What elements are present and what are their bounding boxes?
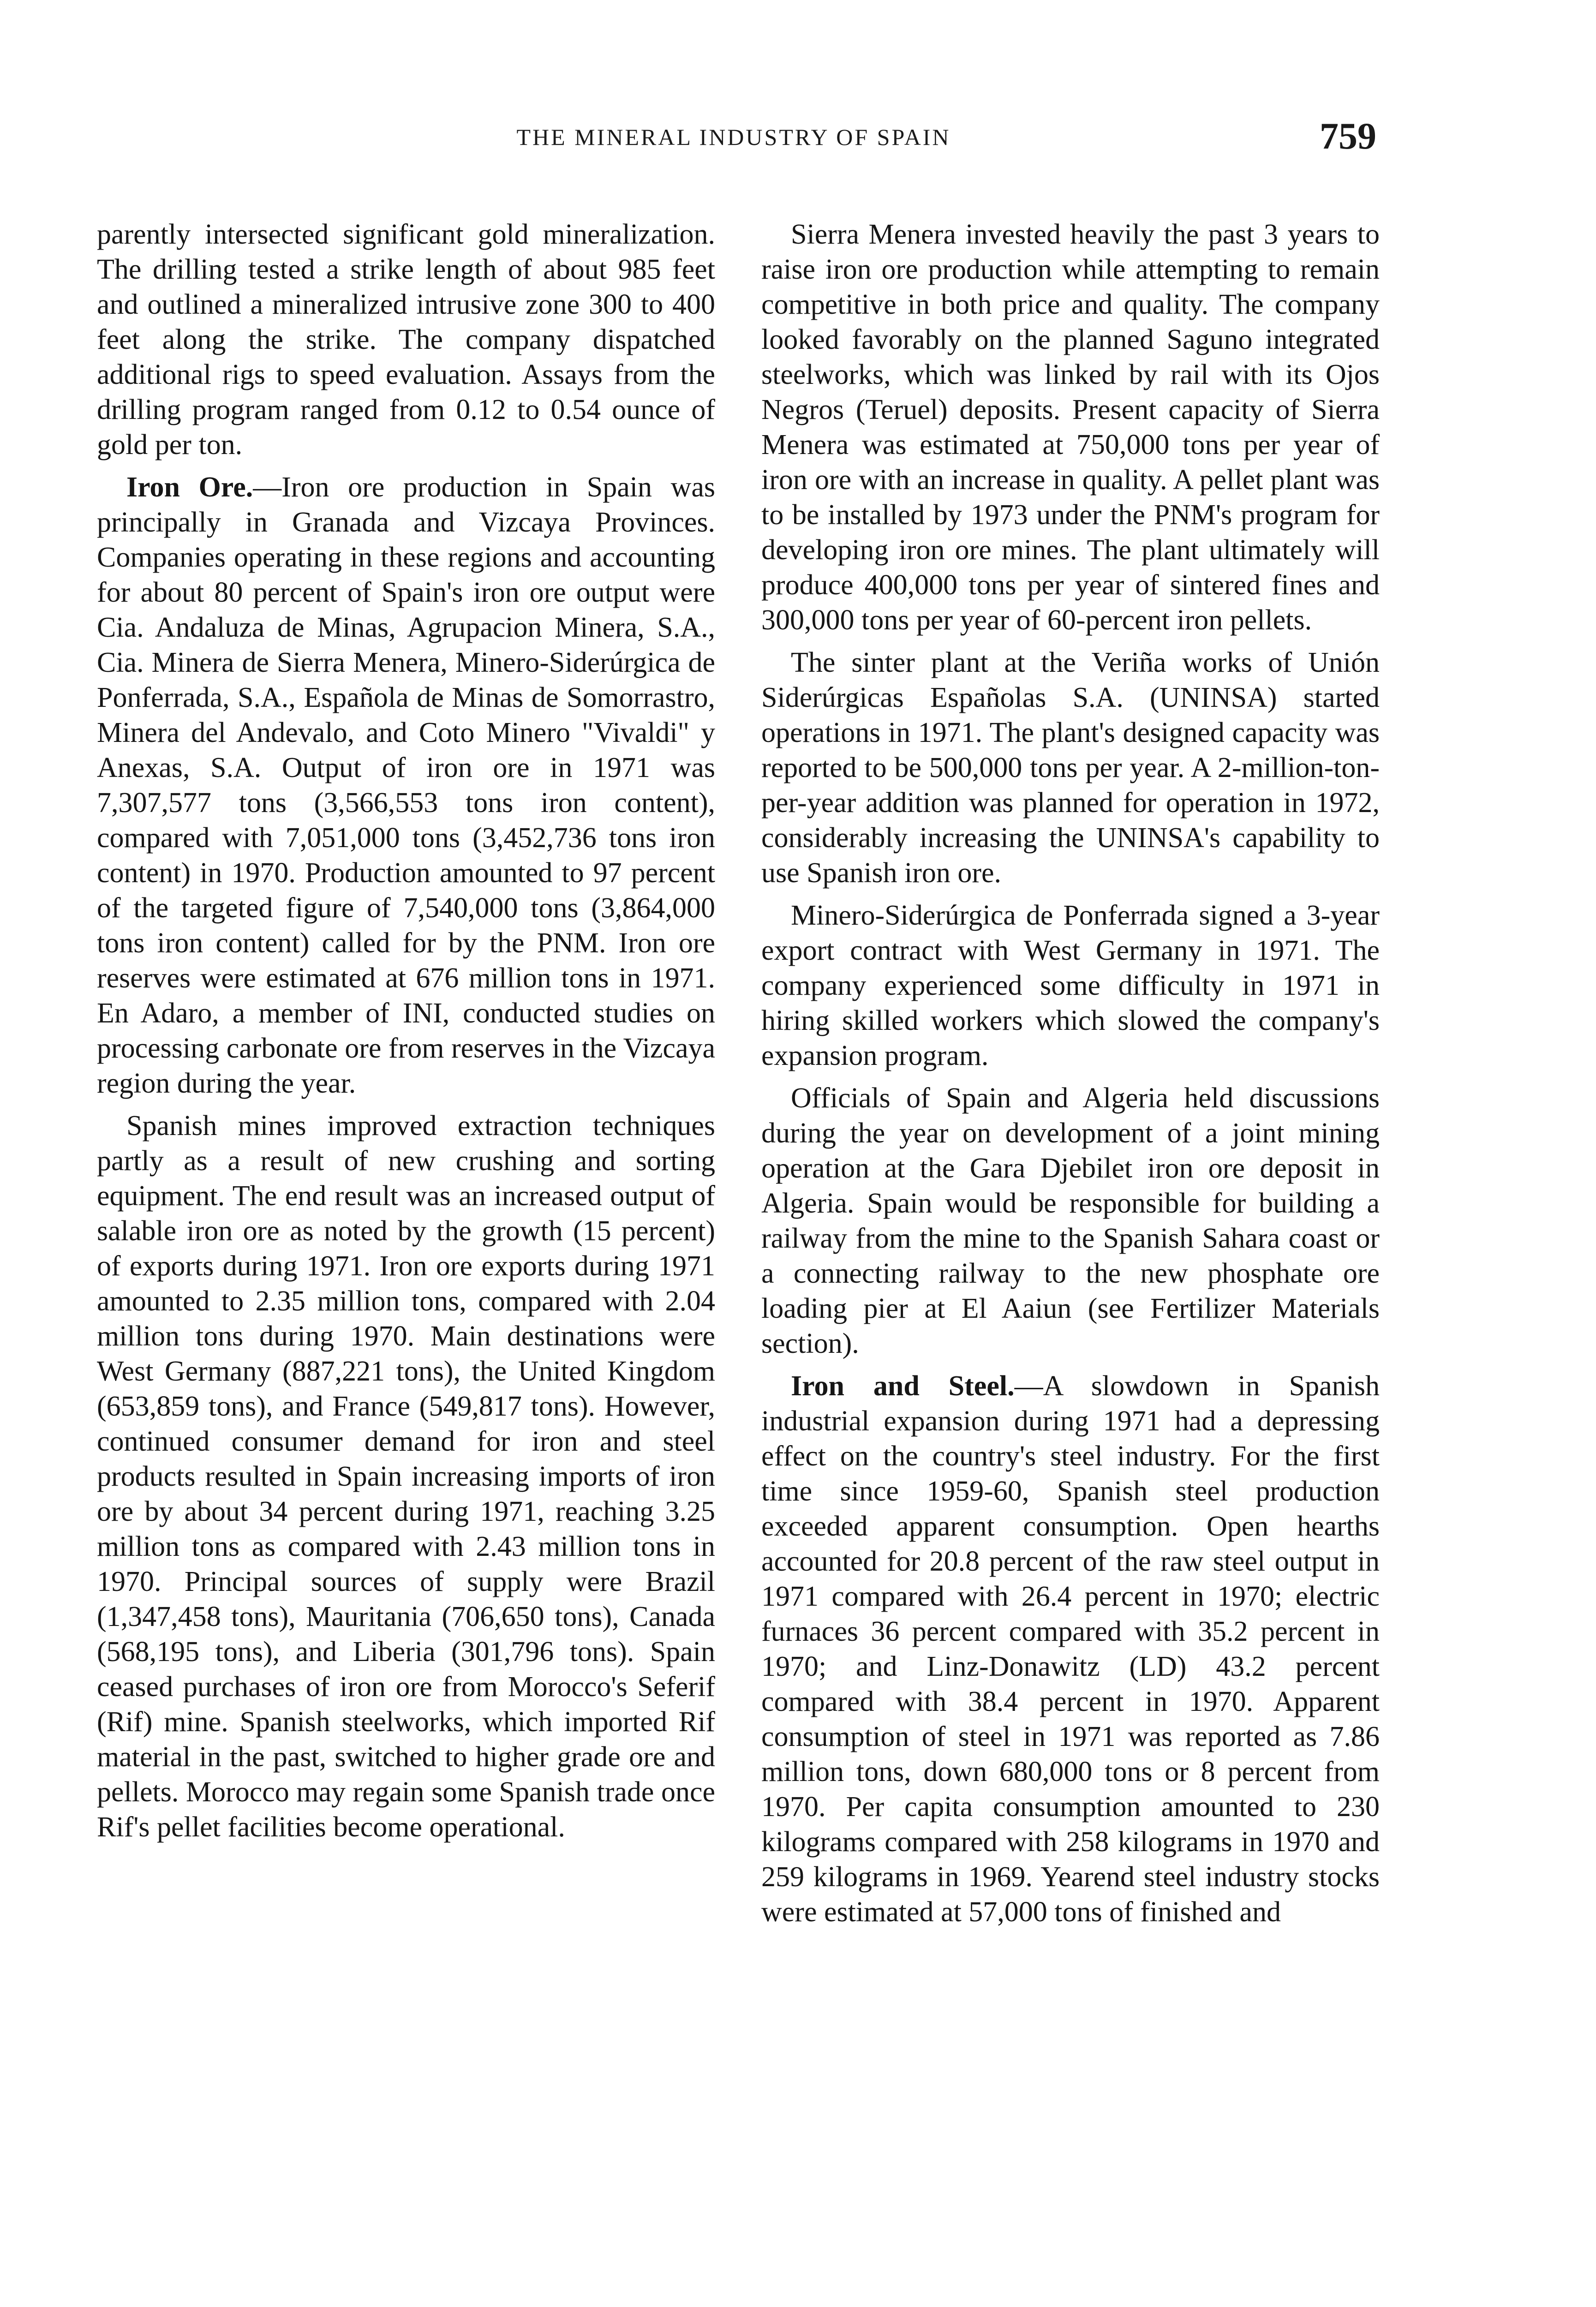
section-heading-iron-steel: Iron and Steel. [791, 1370, 1015, 1402]
section-heading-iron-ore: Iron Ore. [126, 472, 253, 503]
page-number: 759 [1320, 115, 1376, 157]
paragraph-extraction-trade: Spanish mines improved extraction techniques partly as a result of new crushing and sorting equipment. The end result was an increased output of salable iron ore as noted by the growth (15 percent) of exports during 1971. Iron ore exports during 1971 amounted to 2.35 million tons, compared with 2.04 million tons during 1970. Main destinations were West Germany (887,221 tons), the United Kingdom (653,859 tons), and France (549,817 tons). However, continued consumer demand for iron and steel products resulted in Spain increasing imports of iron ore by about 34 percent during 1971, reaching 3.25 million tons as compared with 2.43 million tons in 1970. Principal sources of supply were Brazil (1,347,458 tons), Mauritania (706,650 tons), Canada (568,195 tons), and Liberia (301,796 tons). Spain ceased purchases of iron ore from Morocco's Seferif (Rif) mine. Spanish steelworks, which imported Rif material in the past, switched to higher grade ore and pellets. Morocco may regain some Spanish trade once Rif's pellet facilities become operational. [97, 1110, 715, 1843]
paragraph-iron-steel [761, 1369, 1380, 1930]
paragraph-iron-ore [97, 470, 715, 1101]
paragraph-iron-ore-body: —Iron ore production in Spain was principally in Granada and Vizcaya Provinces. Companies operating in these regions and accounting for about 80 percent of Spain's iron ore output were Cia. Andaluza de Minas, Agrupacion Minera, S.A., Cia. Minera de Sierra Menera, Minero-Siderúrgica de Ponferrada, S.A., Española de Minas de Somorrastro, Minera del Andevalo, and Coto Minero "Vivaldi" y Anexas, S.A. Output of iron ore in 1971 was 7,307,577 tons (3,566,553 tons iron content), compared with 7,051,000 tons (3,452,736 tons iron content) in 1970. Production amounted to 97 percent of the targeted figure of 7,540,000 tons (3,864,000 tons iron content) called for by the PNM. Iron ore reserves were estimated at 676 million tons in 1971. En Adaro, a member of INI, conducted studies on processing carbonate ore from reserves in the Vizcaya region during the year. [97, 472, 715, 1099]
paragraph-sierra-menera: Sierra Menera invested heavily the past 3 years to raise iron ore production while attempting to remain competitive in both price and quality. The company looked favorably on the planned Saguno integrated steelworks, which was linked by rail with its Ojos Negros (Teruel) deposits. Present capacity of Sierra Menera was estimated at 750,000 tons per year of iron ore with an increase in quality. A pellet plant was to be installed by 1973 under the PNM's program for developing iron ore mines. The plant ultimately will produce 400,000 tons per year of sintered fines and 300,000 tons per year of 60-percent iron pellets. [761, 219, 1380, 636]
paragraph-sinter-plant: The sinter plant at the Veriña works of Unión Siderúrgicas Españolas S.A. (UNINSA) started operations in 1971. The plant's designed capacity was reported to be 500,000 tons per year. A 2-million-ton-per-year addition was planned for operation in 1972, considerably increasing the UNINSA's capability to use Spanish iron ore. [761, 647, 1380, 889]
paragraph-gold-drilling: parently intersected significant gold mineralization. The drilling tested a strike length of about 985 feet and outlined a mineralized intrusive zone 300 to 400 feet along the strike. The company dispatched additional rigs to speed evaluation. Assays from the drilling program ranged from 0.12 to 0.54 ounce of gold per ton. [97, 219, 715, 460]
running-title: THE MINERAL INDUSTRY OF SPAIN [516, 124, 951, 150]
paragraph-iron-steel-body: —A slowdown in Spanish industrial expansion during 1971 had a depressing effect on the country's steel industry. For the first time since 1959-60, Spanish steel production exceeded apparent consumption. Open hearths accounted for 20.8 percent of the raw steel output in 1971 compared with 26.4 percent in 1970; electric furnaces 36 percent compared with 35.2 percent in 1970; and Linz-Donawitz (LD) 43.2 percent compared with 38.4 percent in 1970. Apparent consumption of steel in 1971 was reported as 7.86 million tons, down 680,000 tons or 8 percent from 1970. Per capita consumption amounted to 230 kilograms compared with 258 kilograms in 1970 and 259 kilograms in 1969. Yearend steel industry stocks were estimated at 57,000 tons of finished and [761, 1370, 1380, 1928]
paragraph-ponferrada: Minero-Siderúrgica de Ponferrada signed a 3-year export contract with West Germany in 1971. The company experienced some difficulty in 1971 in hiring skilled workers which slowed the company's expansion program. [761, 900, 1380, 1071]
right-column [761, 217, 1380, 1937]
left-column [97, 217, 715, 1852]
paragraph-spain-algeria: Officials of Spain and Algeria held discussions during the year on development of a joint mining operation at the Gara Djebilet iron ore deposit in Algeria. Spain would be responsible for building a railway from the mine to the Spanish Sahara coast or a connecting railway to the new phosphate ore loading pier at El Aaiun (see Fertilizer Materials section). [761, 1082, 1380, 1359]
